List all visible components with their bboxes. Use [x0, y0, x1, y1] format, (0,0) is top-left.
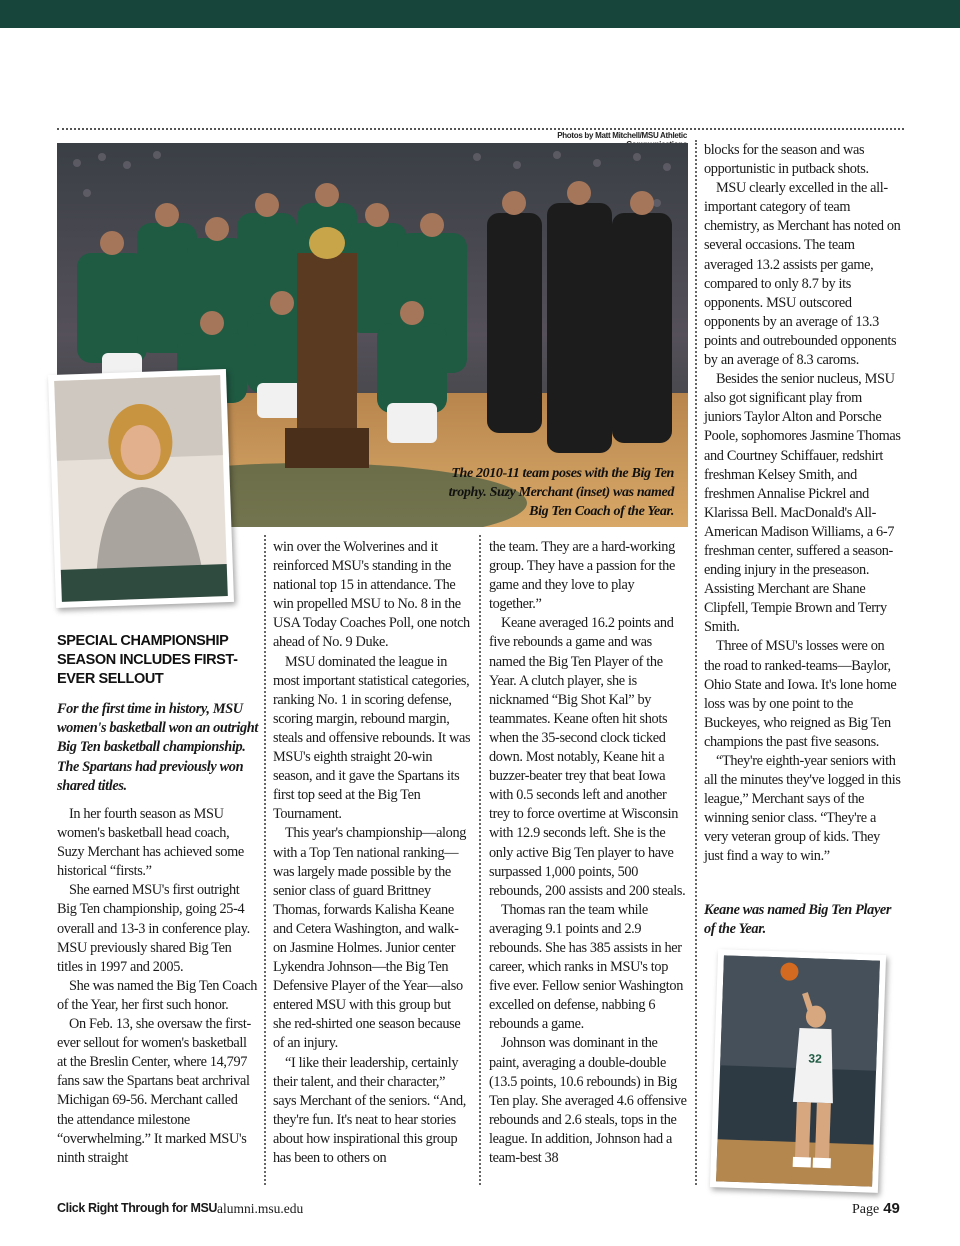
paragraph: This year's championship—along with a Top Ten national ranking—was largely made possible by the senior class of guard Brittney Thomas, forwards Kalisha Keane and Cetera Washington, and walk-on Jasmine Holmes. Junior center Lykendra Johnson—the Big Ten Defensive Player of the Year—also entered MSU with this group but she red-shirted one season because of an injury.	[273, 825, 467, 1052]
paragraph: blocks for the season and was opportunistic in putback shots.	[704, 142, 869, 178]
article-column-4	[704, 141, 901, 867]
article-deck: For the first time in history, MSU women's basketball won an outright Big Ten basketball championship. The Spartans had previously won shared titles.	[57, 701, 259, 794]
article-column-2	[273, 538, 471, 1168]
paragraph: “I like their leadership, certainly their talent, and their character,” says Merchant of the seniors. “And, they're fun. It's neat to hear stories about how inspirational this group has been to others on	[273, 1054, 467, 1166]
svg-text:32: 32	[808, 1051, 823, 1066]
top-dotted-rule	[57, 128, 904, 130]
paragraph: Three of MSU's losses were on the road to ranked-teams—Baylor, Ohio State and Iowa. It's lone home loss was by one point to the Buckeyes, who reigned as Big Ten champions the past five seasons.	[704, 638, 897, 750]
photo-credit: Photos by Matt Mitchell/MSU Athletic	[557, 131, 687, 140]
paragraph: win over the Wolverines and it reinforced MSU's standing in the national top 15 in attendance. The win propelled MSU to No. 8 in the USA Today Coaches Poll, one notch ahead of No. 9 Duke.	[273, 539, 470, 651]
inset-coach-photo-graphic	[48, 369, 234, 608]
player-action-photo-graphic	[710, 949, 886, 1193]
paragraph: She was named the Big Ten Coach of the Year, her first such honor.	[57, 977, 258, 1013]
column-rule-1	[264, 535, 266, 1185]
article-column-3	[489, 538, 688, 1168]
paragraph: On Feb. 13, she oversaw the first-ever sellout for women's basketball at the Breslin Center, where 14,797 fans saw the Spartans beat archrival Michigan 69-56. Merchant called the attendance milestone “overwhelming.” It marked MSU's ninth straight	[57, 1016, 251, 1166]
page-label: Page	[852, 1202, 880, 1217]
paragraph: Thomas ran the team while averaging 9.1 points and 2.9 rebounds. She has 385 assists in her career, which ranks in MSU's top five ever. Fellow senior Washington excelled on defense, nabbing 6 rebounds a game.	[489, 901, 684, 1033]
player-note: Keane was named Big Ten Player of the Year.	[704, 902, 892, 938]
footer-url[interactable]: alumni.msu.edu	[217, 1201, 304, 1216]
paragraph: Johnson was dominant in the paint, averaging a double-double (13.5 points, 10.6 rebounds) in Big Ten play. She averaged 4.6 offensive rebounds and 2.6 steals, tops in the league. In addition, Johnson had a team-best 38	[489, 1035, 687, 1166]
footer-tagline: Click Right Through for MSU	[57, 1201, 218, 1215]
paragraph: “They're eighth-year seniors with all the minutes they've logged in this league,” Merchant says of the winning senior class. “They're a very veteran group of kids. They just find a way to win.”	[704, 753, 901, 865]
photo-caption: The 2010-11 team poses with the Big Ten trophy. Suzy Merchant (inset) was named Big Ten Coach of the Year.	[448, 466, 674, 519]
column-rule-right	[695, 140, 697, 1185]
paragraph: MSU dominated the league in most important statistical categories, ranking No. 1 in scoring defense, scoring margin, rebound margin, steals and offensive rebounds. It was MSU's eighth straight 20-win season, and it gave the Spartans its first top seed at the Big Ten Tournament.	[273, 653, 471, 823]
paragraph: MSU clearly excelled in the all-important category of team chemistry, as Merchant has noted on several occasions. The team averaged 13.2 assists per game, compared to only 8.7 by its opponents. MSU outscored opponents by an average of 13.3 points and outrebounded opponents by an average of 8.3 caroms.	[704, 180, 901, 369]
inset-coach-photo	[48, 369, 234, 608]
paragraph: Keane averaged 16.2 points and five rebounds a game and was named the Big Ten Player of the Year. A clutch player, she is nicknamed “Big Shot Kal” by teammates. Keane often hit shots when the 35-second clock ticked down. Most notably, Keane hit a buzzer-beater trey that beat Iowa with 0.5 seconds left and another trey to force overtime at Wisconsin with 12.9 seconds left. She is the only active Big Ten player to have surpassed 1,000 points, 500 rebounds, 200 assists and 200 steals.	[489, 615, 686, 899]
paragraph: In her fourth season as MSU women's basketball head coach, Suzy Merchant has achieved some historical “firsts.”	[57, 806, 244, 880]
paragraph: the team. They are a hard-working group. They have a passion for the game and they love to play together.”	[489, 539, 675, 613]
article-column-1	[57, 805, 257, 1168]
player-action-photo	[710, 949, 886, 1193]
article-headline: SPECIAL CHAMPIONSHIP SEASON INCLUDES FIRST-EVER SELLOUT	[57, 633, 238, 687]
paragraph: Besides the senior nucleus, MSU also got significant play from juniors Taylor Alton and Porsche Poole, sophomores Jasmine Thomas and Courtney Schiffauer, redshirt freshman Kelsey Smith, and freshmen Annalise Pickrel and Klarissa Bell. MacDonald's All-American Madison Williams, a 6-7 freshman center, suffered a season-ending injury in the preseason. Assisting Merchant are Shane Clipfell, Tempie Brown and Terry Smith.	[704, 371, 901, 636]
top-color-bar	[0, 0, 960, 28]
page-number	[852, 1200, 900, 1218]
page-number-value: 49	[883, 1200, 900, 1217]
paragraph: She earned MSU's first outright Big Ten championship, going 25-4 overall and 13-3 in conference play. MSU previously shared Big Ten titles in 1997 and 2005.	[57, 882, 250, 975]
column-rule-2	[479, 535, 481, 1185]
